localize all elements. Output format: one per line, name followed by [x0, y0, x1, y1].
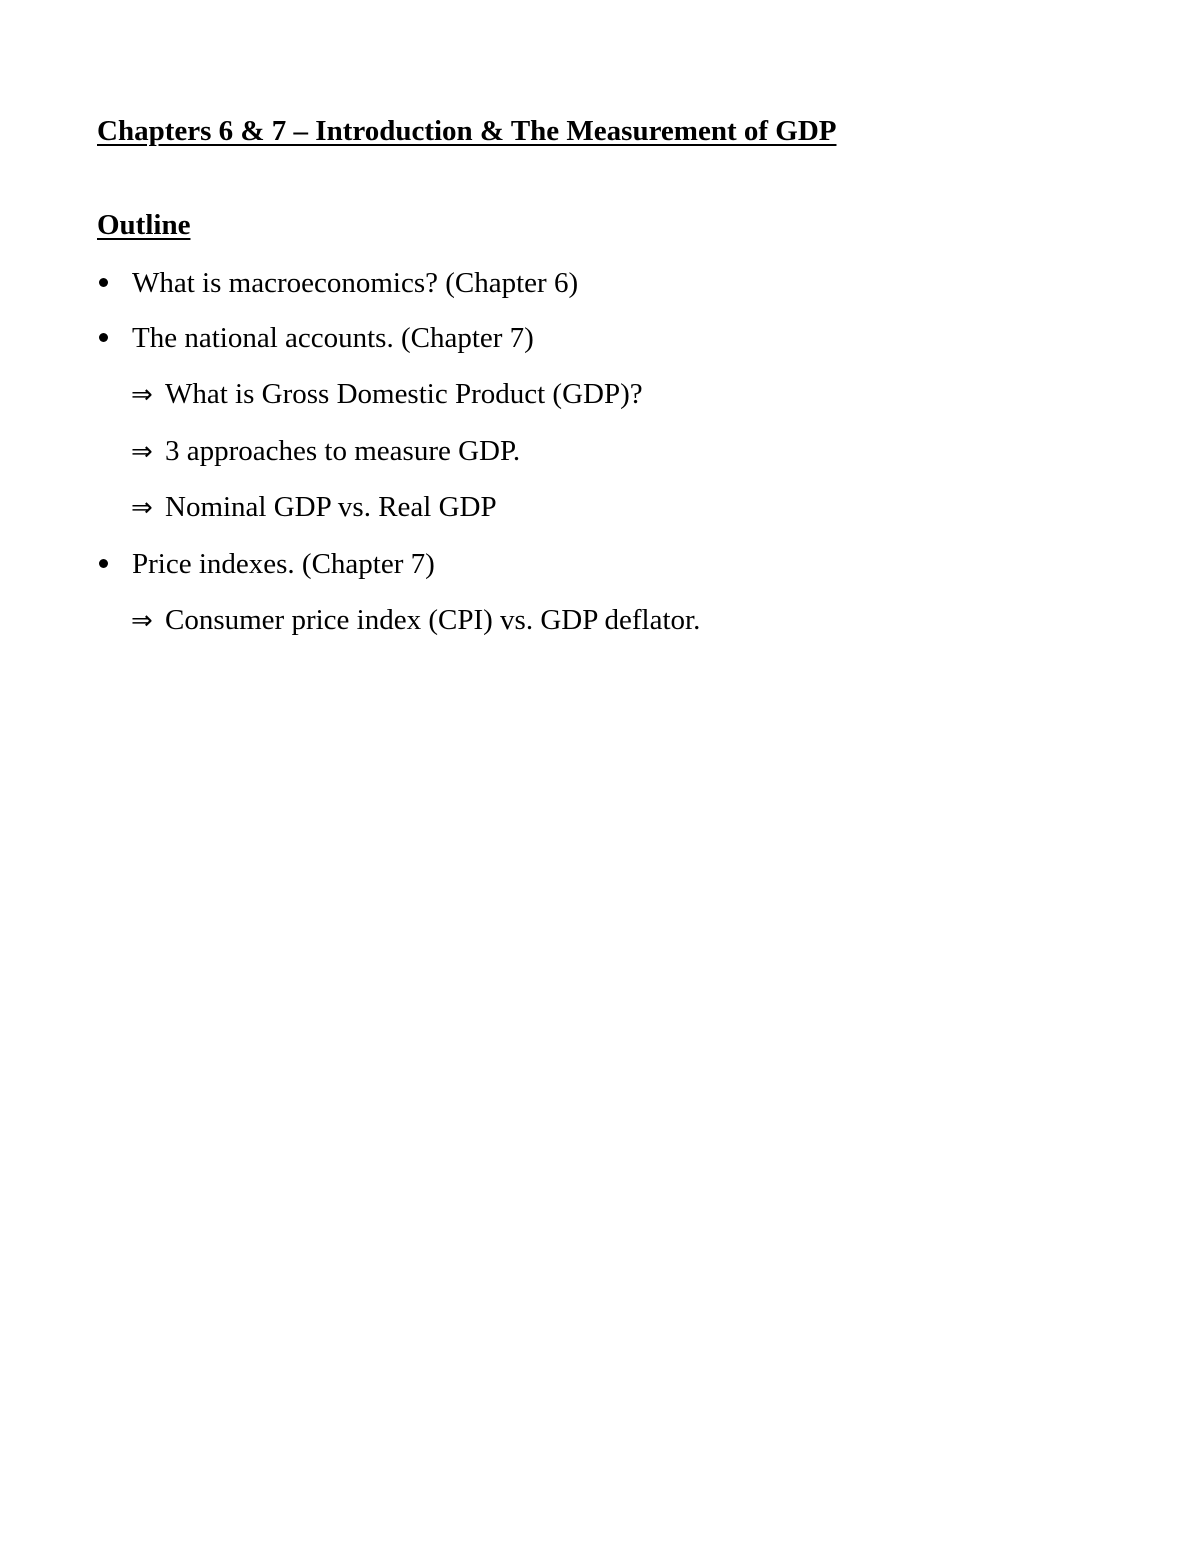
outline-heading: Outline — [97, 209, 191, 241]
implies-arrow-icon: ⇒ — [131, 606, 153, 636]
bullet-icon — [99, 559, 108, 568]
outline-subitem-text: 3 approaches to measure GDP. — [165, 435, 521, 467]
document-title: Chapters 6 & 7 – Introduction & The Measurement of GDP — [97, 115, 837, 147]
implies-arrow-icon: ⇒ — [131, 437, 153, 467]
outline-item-text: Price indexes. (Chapter 7) — [132, 548, 435, 580]
outline-subitem-text: Nominal GDP vs. Real GDP — [165, 491, 497, 523]
implies-arrow-icon: ⇒ — [131, 380, 153, 410]
outline-subitem-cpi-vs-deflator — [131, 602, 700, 639]
outline-subitem-nominal-vs-real — [131, 489, 497, 526]
bullet-icon — [99, 278, 108, 287]
outline-item-national-accounts — [97, 320, 534, 356]
outline-subitem-text: Consumer price index (CPI) vs. GDP deflator. — [165, 604, 701, 636]
outline-subitem-three-approaches — [131, 433, 520, 470]
outline-item-text: What is macroeconomics? (Chapter 6) — [132, 267, 579, 299]
implies-arrow-icon: ⇒ — [131, 493, 153, 523]
outline-subitem-text: What is Gross Domestic Product (GDP)? — [165, 378, 643, 410]
bullet-icon — [99, 333, 108, 342]
outline-subitem-what-is-gdp — [131, 376, 643, 413]
outline-item-text: The national accounts. (Chapter 7) — [132, 322, 534, 354]
outline-item-price-indexes — [97, 546, 435, 582]
outline-item-macroeconomics — [97, 265, 578, 301]
